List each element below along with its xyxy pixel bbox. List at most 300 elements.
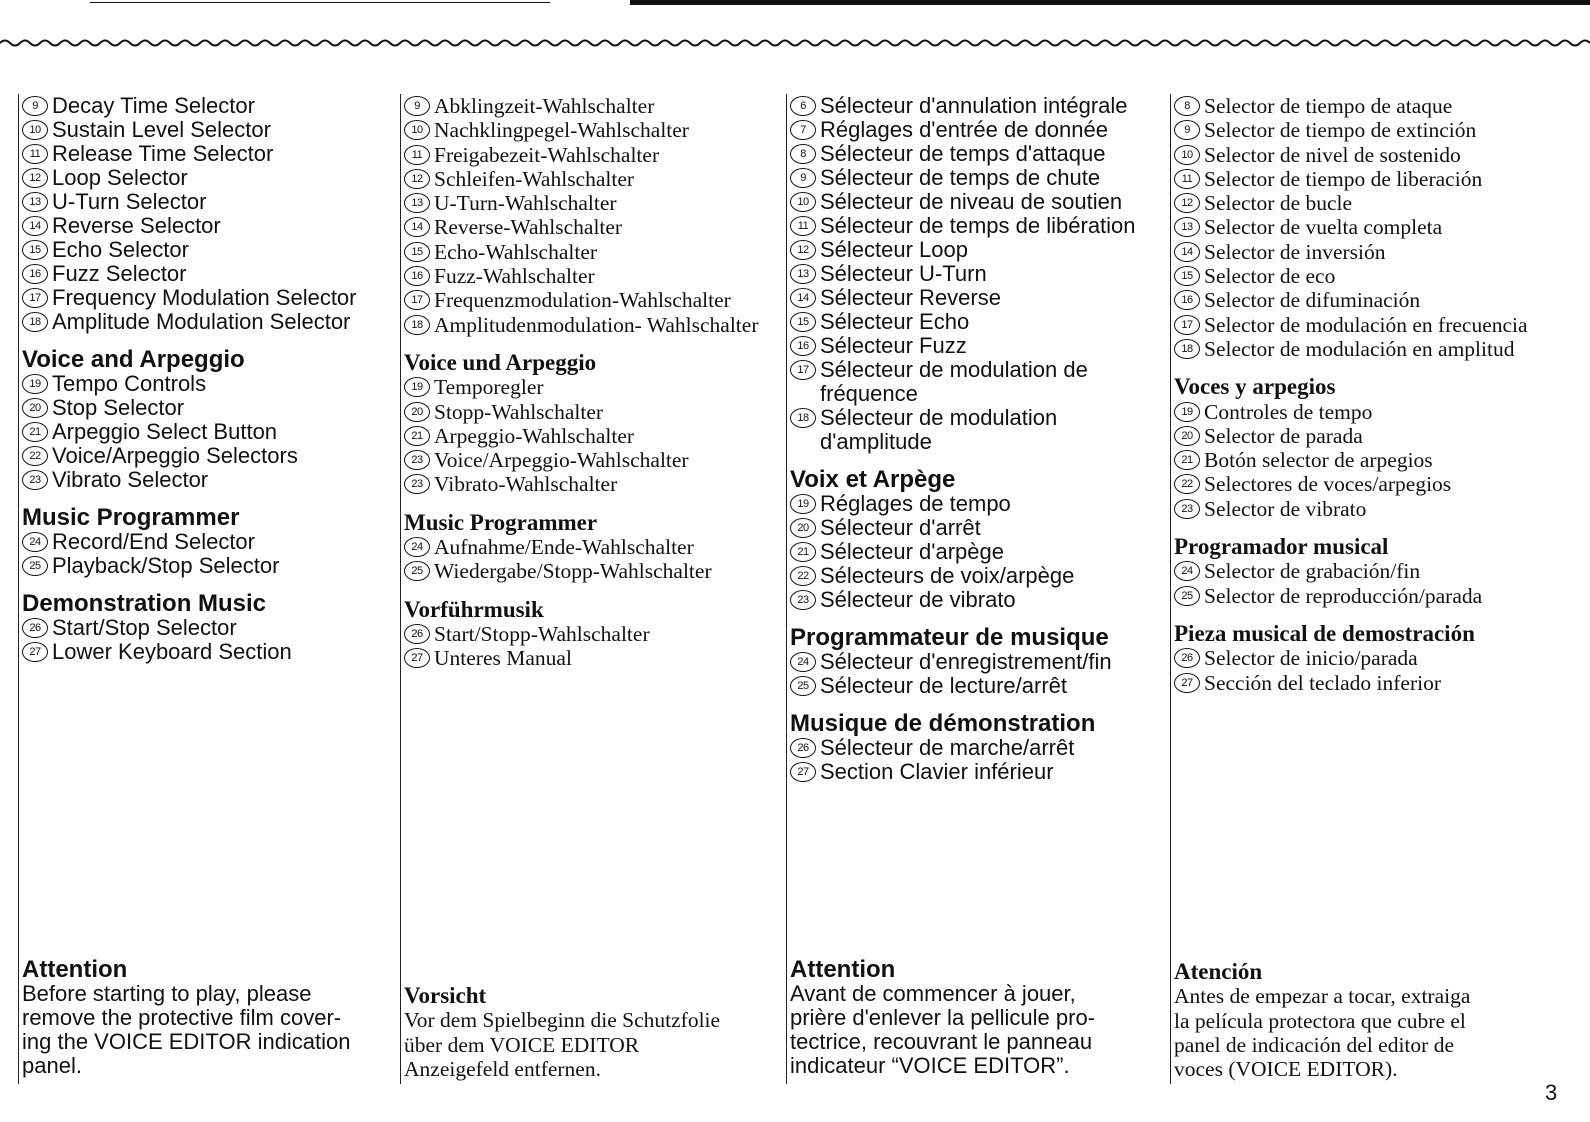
list-item [404,94,785,118]
item-label: Voice/Arpeggio Selectors [52,443,298,468]
item-label: Schleifen-Wahlschalter [434,166,635,191]
item-label: Lower Keyboard Section [52,639,292,664]
list-item [404,167,785,191]
list-item [404,646,785,670]
item-label: Sélecteur d'enregistrement/fin [820,649,1112,674]
circled-number: 17 [1174,315,1200,335]
item-label: Voice/Arpeggio-Wahlschalter [434,448,689,473]
circled-number: 21 [404,426,430,446]
list-item [404,400,785,424]
list-item [22,468,398,492]
item-label: Selector de tiempo de extinción [1204,118,1477,143]
circled-number: 17 [404,290,430,310]
spanish-heading-music: Programador musical [1174,534,1389,560]
spanish-heading-demo: Pieza musical de demostración [1174,620,1475,646]
column-english [18,94,398,1084]
circled-number: 11 [790,216,816,236]
german-attention-line: Vor dem Spielbeginn die Schutzfolie [404,1008,721,1033]
item-label: Selector de grabación/fin [1204,559,1421,584]
item-label: Fuzz-Wahlschalter [434,264,595,289]
circled-number: 11 [22,144,48,164]
circled-number: 18 [790,408,816,428]
item-label: Selector de reproducción/parada [1204,583,1483,608]
spanish-voice-list [1174,400,1550,521]
item-label: Loop Selector [52,165,188,190]
item-label: Playback/Stop Selector [52,553,280,578]
item-label: Decay Time Selector [52,93,255,118]
list-item [1174,671,1550,695]
circled-number: 23 [790,590,816,610]
list-item [790,358,1171,406]
item-label: Selector de bucle [1204,191,1353,216]
spanish-attention-line: panel de indicación del editor de [1174,1032,1454,1057]
item-label: Sélecteur d'arrêt [820,515,981,540]
german-attention [404,984,785,1081]
column-french [786,94,1171,1084]
french-attention-line: prière d'enlever la pellicule pro- [790,1005,1096,1030]
list-item [22,310,398,334]
french-control-list [790,94,1171,454]
circled-number: 25 [1174,586,1200,606]
spanish-attention-line: la película protectora que cubre el [1174,1008,1466,1033]
english-demo-list [22,616,398,664]
item-label: Sélecteur de modulation de fréquence [820,357,1088,406]
item-label: Sélecteur de temps d'attaque [820,141,1106,166]
item-label: Selector de modulación en amplitud [1204,336,1515,361]
spanish-heading-voice: Voces y arpegios [1174,374,1336,400]
circled-number: 15 [404,242,430,262]
list-item [22,238,398,262]
spanish-attention-line: voces (VOICE EDITOR). [1174,1057,1398,1082]
circled-number: 26 [790,738,816,758]
circled-number: 6 [790,96,816,116]
german-voice-list [404,375,785,496]
list-item [790,492,1171,516]
circled-number: 22 [790,566,816,586]
french-heading-music: Programmateur de musique [790,624,1109,651]
circled-number: 22 [22,446,48,466]
circled-number: 25 [22,556,48,576]
circled-number: 10 [404,120,430,140]
circled-number: 19 [790,494,816,514]
english-attention-line: panel. [22,1053,82,1078]
circled-number: 26 [404,624,430,644]
english-attention [22,958,398,1078]
item-label: Sélecteur d'annulation intégrale [820,93,1128,118]
circled-number: 23 [404,450,430,470]
circled-number: 15 [1174,266,1200,286]
circled-number: 8 [1174,96,1200,116]
german-heading-music: Music Programmer [404,509,598,535]
circled-number: 16 [404,266,430,286]
list-item [22,166,398,190]
list-item [790,142,1171,166]
item-label: Arpeggio-Wahlschalter [434,423,635,448]
item-label: Stopp-Wahlschalter [434,399,604,424]
circled-number: 14 [22,216,48,236]
french-attention-line: Avant de commencer à jouer, [790,981,1076,1006]
item-label: U-Turn-Wahlschalter [434,191,617,216]
circled-number: 13 [404,193,430,213]
list-item [790,650,1171,674]
item-label: Abklingzeit-Wahlschalter [434,94,655,118]
circled-number: 26 [1174,648,1200,668]
circled-number: 17 [790,360,816,380]
item-label: Selector de nivel de sostenido [1204,142,1461,167]
column-spanish [1170,94,1550,1084]
circled-number: 18 [22,312,48,332]
circled-number: 19 [1174,402,1200,422]
list-item [404,191,785,215]
item-label: Sélecteur Reverse [820,285,1001,310]
list-item [790,736,1171,760]
circled-number: 9 [1174,120,1200,140]
list-item [790,262,1171,286]
circled-number: 16 [1174,290,1200,310]
item-label: Amplitude Modulation Selector [52,309,351,334]
wavy-divider [0,36,1590,50]
item-label: Aufnahme/Ende-Wahlschalter [434,535,694,560]
list-item [404,240,785,264]
list-item [790,564,1171,588]
circled-number: 25 [790,676,816,696]
item-label: Echo-Wahlschalter [434,239,598,264]
circled-number: 13 [22,192,48,212]
item-label: Selector de vuelta completa [1204,215,1443,240]
item-label: Controles de tempo [1204,399,1373,424]
list-item [1174,215,1550,239]
circled-number: 21 [1174,450,1200,470]
french-attention [790,958,1171,1078]
column-german [400,94,785,1084]
list-item [790,310,1171,334]
list-item [404,313,785,337]
item-label: Botón selector de arpegios [1204,448,1433,473]
item-label: Nachklingpegel-Wahlschalter [434,118,689,143]
spanish-demo-list [1174,646,1550,695]
list-item [1174,646,1550,670]
item-label: Sélecteur U-Turn [820,261,987,286]
list-item [22,142,398,166]
list-item [1174,264,1550,288]
circled-number: 27 [22,642,48,662]
circled-number: 11 [404,145,430,165]
item-label: Sélecteur Echo [820,309,970,334]
list-item [1174,143,1550,167]
item-label: Selector de tiempo de ataque [1204,94,1453,118]
item-label: Fuzz Selector [52,261,187,286]
item-label: Sélecteur d'arpège [820,539,1004,564]
list-item [404,215,785,239]
item-label: Réglages de tempo [820,491,1011,516]
circled-number: 14 [1174,242,1200,262]
circled-number: 23 [404,474,430,494]
circled-number: 9 [22,96,48,116]
circled-number: 20 [790,518,816,538]
item-label: Vibrato Selector [52,467,209,492]
circled-number: 15 [22,240,48,260]
item-label: Record/End Selector [52,529,255,554]
circled-number: 12 [22,168,48,188]
german-heading-voice: Voice und Arpeggio [404,349,597,375]
list-item [1174,191,1550,215]
circled-number: 7 [790,120,816,140]
list-item [790,588,1171,612]
english-voice-list [22,372,398,492]
circled-number: 13 [790,264,816,284]
circled-number: 12 [1174,193,1200,213]
german-attention-line: Anzeigefeld entfernen. [404,1056,601,1081]
list-item [404,535,785,559]
list-item [790,166,1171,190]
circled-number: 10 [22,120,48,140]
item-label: Sustain Level Selector [52,117,271,142]
list-item [22,640,398,664]
item-label: Release Time Selector [52,141,274,166]
list-item [790,760,1171,784]
list-item [1174,424,1550,448]
item-label: Sélecteur de niveau de soutien [820,189,1123,214]
circled-number: 8 [790,144,816,164]
item-label: Section Clavier inférieur [820,759,1054,784]
list-item [1174,94,1550,118]
item-label: Sélecteur de temps de libération [820,213,1136,238]
top-rule [90,0,1590,6]
item-label: U-Turn Selector [52,189,207,214]
german-demo-list [404,622,785,671]
list-item [404,288,785,312]
item-label: Sélecteur de modulation d'amplitude [820,405,1058,454]
circled-number: 25 [404,561,430,581]
top-rule-thick [630,0,1590,5]
circled-number: 11 [1174,169,1200,189]
item-label: Amplitudenmodulation- Wahlschalter [434,312,759,337]
list-item [1174,313,1550,337]
english-attention-line: remove the protective film cover- [22,1005,342,1030]
list-item [404,264,785,288]
column-rule [786,94,787,1084]
circled-number: 9 [790,168,816,188]
item-label: Sélecteur Fuzz [820,333,967,358]
page-number: 3 [1545,1080,1558,1105]
circled-number: 16 [790,336,816,356]
circled-number: 27 [790,762,816,782]
list-item [22,396,398,420]
list-item [790,674,1171,698]
circled-number: 9 [404,96,430,116]
list-item [1174,167,1550,191]
list-item [1174,240,1550,264]
circled-number: 27 [404,648,430,668]
item-label: Frequenzmodulation-Wahlschalter [434,288,731,313]
german-heading-demo: Vorführmusik [404,596,544,622]
list-item [22,372,398,396]
list-item [404,622,785,646]
french-heading-demo: Musique de démonstration [790,710,1096,737]
item-label: Stop Selector [52,395,185,420]
list-item [22,94,398,118]
spanish-control-list [1174,94,1550,361]
item-label: Start/Stopp-Wahlschalter [434,621,650,646]
circled-number: 14 [404,217,430,237]
circled-number: 10 [790,192,816,212]
circled-number: 26 [22,618,48,638]
item-label: Selector de modulación en frecuencia [1204,312,1528,337]
list-item [22,530,398,554]
list-item [404,143,785,167]
list-item [1174,118,1550,142]
list-item [22,118,398,142]
circled-number: 17 [22,288,48,308]
circled-number: 27 [1174,673,1200,693]
circled-number: 14 [790,288,816,308]
french-heading-voice: Voix et Arpège [790,466,956,493]
german-body [404,94,785,671]
list-item [22,420,398,444]
item-label: Selector de vibrato [1204,496,1367,521]
circled-number: 12 [790,240,816,260]
list-item [22,444,398,468]
list-item [22,262,398,286]
circled-number: 18 [1174,339,1200,359]
list-item [404,559,785,583]
list-item [1174,288,1550,312]
spanish-attention-line: Antes de empezar a tocar, extraiga [1174,984,1471,1009]
item-label: Sélecteur de vibrato [820,587,1016,612]
german-music-list [404,535,785,584]
circled-number: 21 [22,422,48,442]
item-label: Sélecteur Loop [820,237,968,262]
circled-number: 23 [22,470,48,490]
circled-number: 13 [1174,217,1200,237]
spanish-body [1174,94,1550,695]
column-rule [400,94,401,1084]
circled-number: 20 [1174,426,1200,446]
list-item [790,118,1171,142]
item-label: Start/Stop Selector [52,615,237,640]
french-demo-list [790,736,1171,784]
item-label: Wiedergabe/Stopp-Wahlschalter [434,559,712,584]
item-label: Sélecteur de lecture/arrêt [820,673,1068,698]
item-label: Sélecteur de temps de chute [820,165,1101,190]
item-label: Echo Selector [52,237,189,262]
item-label: Selector de inversión [1204,239,1386,264]
item-label: Sección del teclado inferior [1204,670,1441,695]
item-label: Selector de difuminación [1204,288,1421,313]
top-rule-thin [90,2,550,3]
item-label: Selectores de voces/arpegios [1204,472,1452,497]
list-item [790,406,1171,454]
german-attention-title: Vorsicht [404,983,487,1008]
english-heading-voice: Voice and Arpeggio [22,346,245,373]
item-label: Selector de inicio/parada [1204,646,1418,671]
list-item [790,94,1171,118]
item-label: Selector de eco [1204,264,1336,289]
french-music-list [790,650,1171,698]
english-attention-line: ing the VOICE EDITOR indication [22,1029,351,1054]
list-item [790,540,1171,564]
english-attention-line: Before starting to play, please [22,981,312,1006]
item-label: Selector de parada [1204,423,1363,448]
item-label: Unteres Manual [434,646,572,671]
list-item [1174,497,1550,521]
list-item [790,190,1171,214]
english-attention-title: Attention [22,956,128,983]
item-label: Temporegler [434,375,544,400]
circled-number: 20 [22,398,48,418]
english-heading-music: Music Programmer [22,504,240,531]
item-label: Sélecteurs de voix/arpège [820,563,1075,588]
item-label: Reverse Selector [52,213,221,238]
spanish-attention-title: Atención [1174,959,1263,984]
item-label: Réglages d'entrée de donnée [820,117,1108,142]
english-body [22,94,398,664]
english-heading-demo: Demonstration Music [22,590,267,617]
spanish-music-list [1174,559,1550,608]
circled-number: 24 [404,537,430,557]
list-item [22,554,398,578]
list-item [790,334,1171,358]
german-control-list [404,94,785,337]
english-control-list [22,94,398,334]
list-item [404,118,785,142]
spanish-attention [1174,960,1550,1081]
list-item [1174,472,1550,496]
circled-number: 24 [1174,561,1200,581]
circled-number: 16 [22,264,48,284]
list-item [790,286,1171,310]
circled-number: 24 [790,652,816,672]
column-rule [18,94,19,1084]
circled-number: 20 [404,402,430,422]
item-label: Vibrato-Wahlschalter [434,472,618,497]
french-body [790,94,1171,784]
list-item [22,616,398,640]
list-item [22,214,398,238]
french-attention-line: indicateur “VOICE EDITOR”. [790,1053,1070,1078]
list-item [404,375,785,399]
item-label: Selector de tiempo de liberación [1204,166,1483,191]
item-label: Tempo Controls [52,371,207,396]
item-label: Frequency Modulation Selector [52,285,357,310]
list-item [1174,584,1550,608]
circled-number: 15 [790,312,816,332]
english-music-list [22,530,398,578]
french-voice-list [790,492,1171,612]
list-item [404,472,785,496]
list-item [22,190,398,214]
circled-number: 18 [404,315,430,335]
list-item [790,214,1171,238]
item-label: Arpeggio Select Button [52,419,278,444]
circled-number: 10 [1174,145,1200,165]
list-item [1174,337,1550,361]
list-item [404,424,785,448]
list-item [1174,448,1550,472]
circled-number: 19 [22,374,48,394]
circled-number: 22 [1174,474,1200,494]
item-label: Freigabezeit-Wahlschalter [434,142,660,167]
item-label: Reverse-Wahlschalter [434,215,623,240]
column-rule [1170,94,1171,1084]
german-attention-line: über dem VOICE EDITOR [404,1032,640,1057]
item-label: Sélecteur de marche/arrêt [820,735,1075,760]
list-item [404,448,785,472]
french-attention-title: Attention [790,956,896,983]
circled-number: 19 [404,377,430,397]
list-item [1174,400,1550,424]
circled-number: 24 [22,532,48,552]
